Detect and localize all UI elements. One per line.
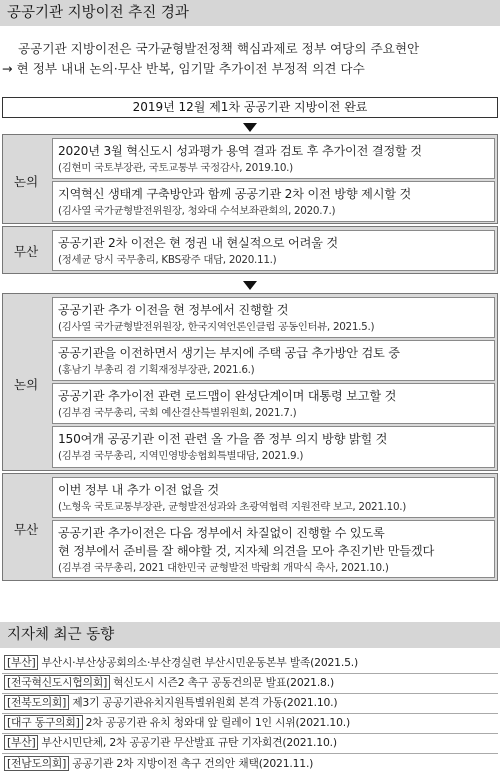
news-source: [부산] <box>4 655 38 670</box>
intro-text: 공공기관 지방이전은 국가균형발전정책 핵심과제로 정부 여당의 주요현안 <box>18 41 420 56</box>
timeline-group-discussion <box>2 293 498 471</box>
section-title: 공공기관 지방이전 추진 경과 <box>7 5 189 21</box>
divider <box>2 693 498 694</box>
item-source: (김부겸 국무총리, 지역민영방송협회특별대담, 2021.9.) <box>58 450 304 462</box>
item-statement: 공공기관을 이전하면서 생기는 부지에 주택 공급 추가방안 검토 중 <box>58 346 400 360</box>
timeline-item <box>52 477 495 518</box>
timeline-item <box>52 520 495 578</box>
group-label: 논의 <box>13 174 39 189</box>
intro-summary: → 현 정부 내내 논의·무산 반복, 임기말 추가이전 부정적 의견 다수 <box>2 61 365 76</box>
news-text: 제3기 공공기관유치지원특별위원회 본격 가동(2021.10.) <box>72 696 338 709</box>
timeline-item <box>52 181 495 222</box>
divider <box>2 713 498 714</box>
news-item <box>4 675 334 690</box>
item-source: (홍남기 부총리 겸 기획재정부장관, 2021.6.) <box>58 364 255 376</box>
news-text: 2차 공공기관 유치 청와대 앞 릴레이 1인 시위(2021.10.) <box>85 716 351 729</box>
group-label: 논의 <box>13 377 39 392</box>
section-header-progress <box>0 0 500 26</box>
item-source: (김현미 국토부장관, 국토교통부 국정감사, 2019.10.) <box>58 162 293 174</box>
milestone-banner: 2019년 12월 제1차 공공기관 지방이전 완료 <box>2 97 498 118</box>
item-statement: 이번 정부 내 추가 이전 없을 것 <box>58 483 219 497</box>
timeline-group-cancelled <box>2 226 498 274</box>
timeline-item <box>52 297 495 338</box>
news-source: [전국혁신도시협의회] <box>4 675 110 690</box>
down-arrow-icon <box>243 281 257 290</box>
item-source: (김사열 국가균형발전위원장, 한국지역언론인클럽 공동인터뷰, 2021.5.) <box>58 321 375 333</box>
news-text: 혁신도시 시즌2 촉구 공동건의문 발표(2021.8.) <box>113 676 334 689</box>
news-item <box>4 735 337 750</box>
news-source: [전남도의회] <box>4 756 69 771</box>
item-statement: 공공기관 2차 이전은 현 정권 내 현실적으로 어려울 것 <box>58 236 338 250</box>
item-source: (김사열 국가균형발전위원장, 청와대 수석보좌관회의, 2020.7.) <box>58 205 336 217</box>
item-statement: 150여개 공공기관 이전 관련 올 가을 쯤 정부 의지 방향 밝힐 것 <box>58 432 388 446</box>
timeline-item <box>52 340 495 381</box>
news-text: 부산시민단체, 2차 공공기관 무산발표 규탄 기자회견(2021.10.) <box>41 736 337 749</box>
news-item <box>4 695 337 710</box>
item-source: (김부겸 국무총리, 2021 대한민국 균형발전 박람회 개막식 축사, 2021.10.) <box>58 562 389 574</box>
section-header-local-trends <box>0 622 500 648</box>
item-statement: 공공기관 추가 이전을 현 정부에서 진행할 것 <box>58 303 289 317</box>
news-text: 공공기관 2차 지방이전 촉구 건의안 채택(2021.11.) <box>72 757 314 770</box>
item-statement: 공공기관 추가이전은 다음 정부에서 차질없이 진행할 수 있도록 <box>58 526 385 540</box>
down-arrow-icon <box>243 123 257 132</box>
news-source: [전북도의회] <box>4 695 69 710</box>
timeline-item <box>52 426 495 468</box>
item-statement: 2020년 3월 혁신도시 성과평가 용역 결과 검토 후 추가이전 결정할 것 <box>58 144 422 158</box>
group-label: 무산 <box>13 522 39 537</box>
news-item <box>4 655 358 670</box>
divider <box>2 733 498 734</box>
item-statement: 지역혁신 생태계 구축방안과 함께 공공기관 2차 이전 방향 제시할 것 <box>58 187 412 201</box>
item-source: (정세균 당시 국무총리, KBS광주 대담, 2020.11.) <box>58 254 277 266</box>
group-label: 무산 <box>13 244 39 259</box>
news-item <box>4 715 350 730</box>
item-statement-cont: 현 정부에서 준비를 잘 해야할 것, 지자체 의견을 모아 추진기반 만들겠다 <box>58 544 435 558</box>
timeline-group-discussion <box>2 134 498 224</box>
timeline-item <box>52 230 495 271</box>
item-source: (김부겸 국무총리, 국회 예산결산특별위원회, 2021.7.) <box>58 407 297 419</box>
timeline-item <box>52 383 495 424</box>
news-source: [대구 동구의회] <box>4 715 83 730</box>
news-text: 부산시·부산상공회의소·부산경실련 부산시민운동본부 발족(2021.5.) <box>41 656 358 669</box>
divider <box>2 673 498 674</box>
item-statement: 공공기관 추가이전 관련 로드맵이 완성단계이며 대통령 보고할 것 <box>58 389 397 403</box>
news-item <box>4 756 313 771</box>
divider <box>2 753 498 754</box>
section-title: 지자체 최근 동향 <box>7 627 115 643</box>
timeline-item <box>52 138 495 179</box>
news-source: [부산] <box>4 735 38 750</box>
item-source: (노형욱 국토교통부장관, 균형발전성과와 초광역협력 지원전략 보고, 2021.10.) <box>58 501 407 513</box>
timeline-group-cancelled <box>2 473 498 581</box>
